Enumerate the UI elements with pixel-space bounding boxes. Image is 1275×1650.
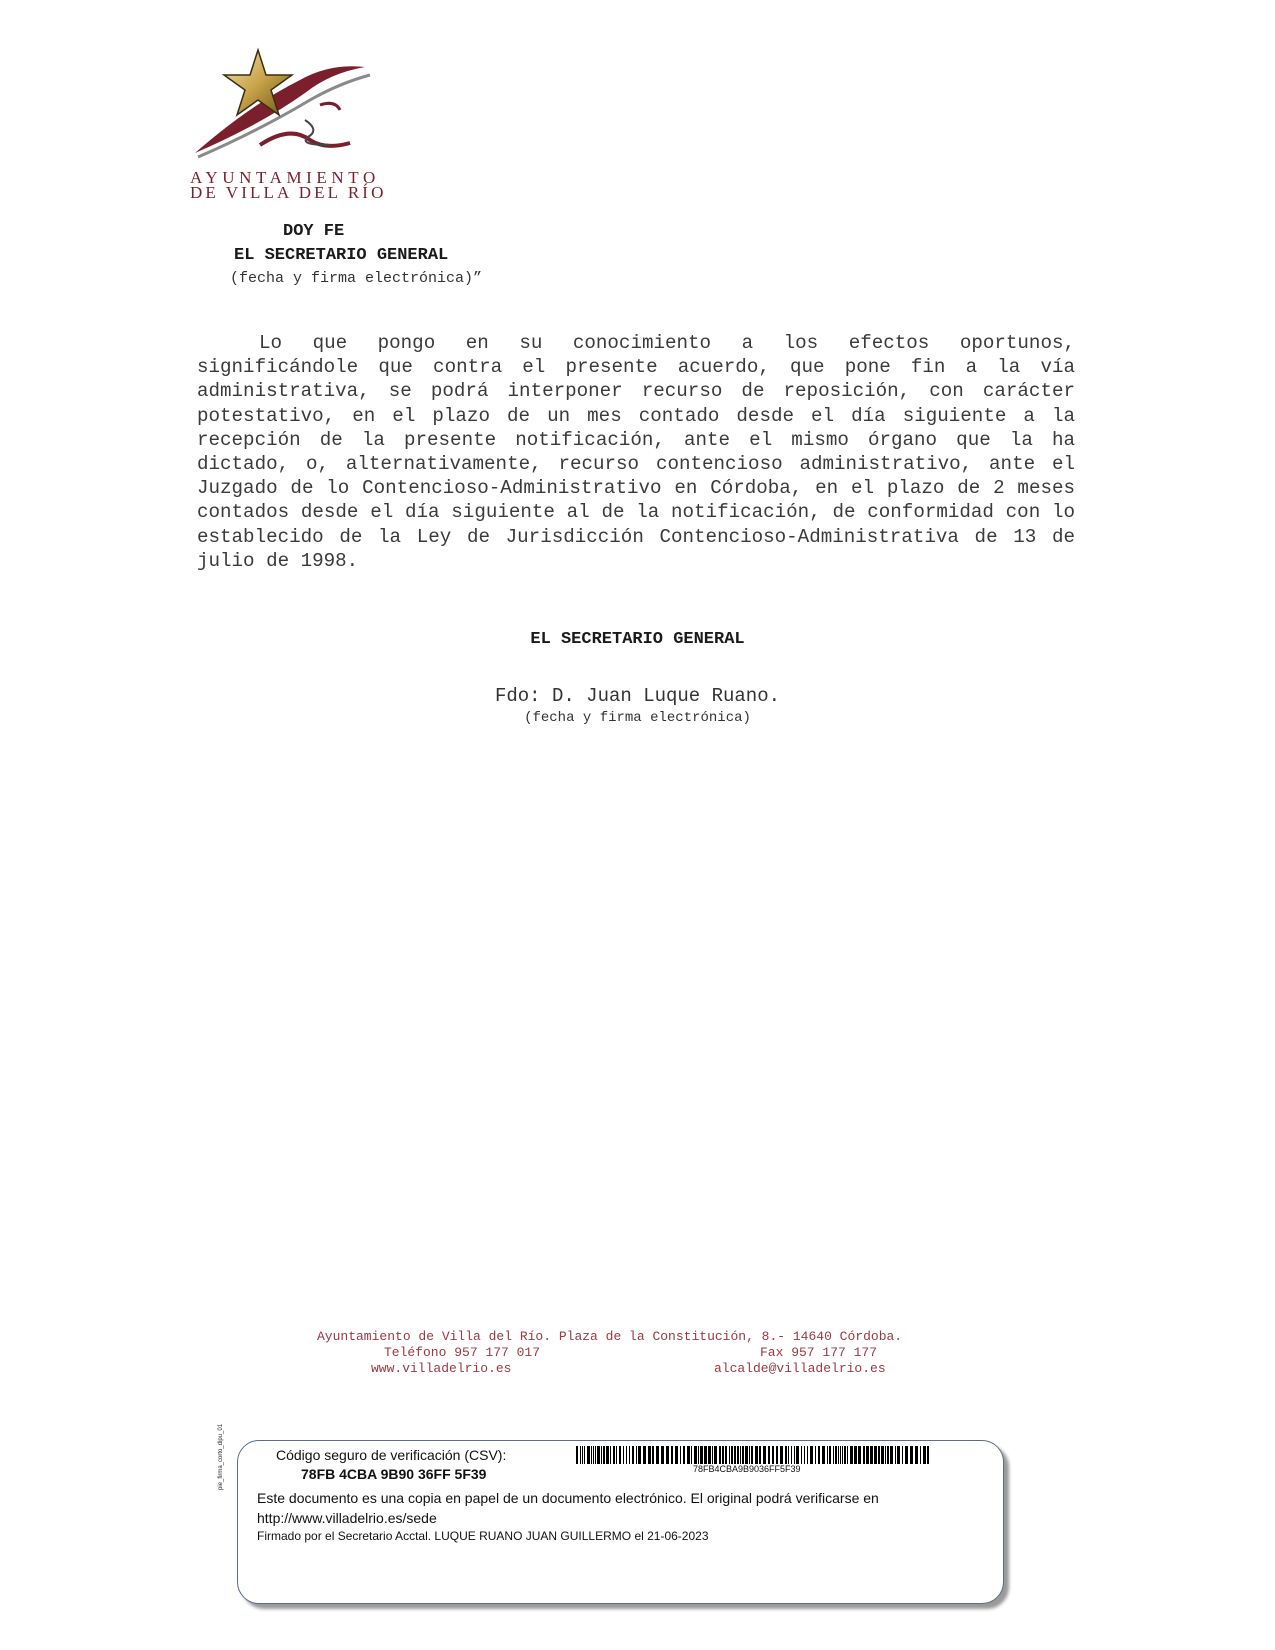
side-reference-code: pie_firma_corto_dipu_01 [218,1423,224,1490]
barcode-text: 78FB4CBA9B9036FF5F39 [693,1464,801,1474]
footer-website-link[interactable]: www.villadelrio.es [371,1361,512,1376]
secretary-title-top: EL SECRETARIO GENERAL [234,246,449,265]
csv-label: Código seguro de verificación (CSV): [276,1447,507,1463]
star-mountain-emblem-icon [190,45,400,170]
electronic-signature-note: (fecha y firma electrónica) [524,710,751,726]
verification-note: Este documento es una copia en papel de un documento electrónico. El original podrá verificarse en http://www.villadelrio.es/sede [257,1490,879,1526]
municipal-logo [190,45,400,205]
verification-box [237,1440,1004,1604]
footer-fax: Fax 957 177 177 [760,1345,878,1360]
logo-text-line1: AYUNTAMIENTO [190,168,380,187]
secretary-title: EL SECRETARIO GENERAL [530,630,745,649]
csv-code: 78FB 4CBA 9B90 36FF 5F39 [301,1466,487,1482]
logo-text-line2: DE VILLA DEL RÍO [190,183,387,202]
notification-paragraph: Lo que pongo en su conocimiento a los efectos oportunos, significándole que contra el presente acuerdo, que pone fin a la vía administrativa, se podrá interponer recurso de reposición, con carácter potestativo, en el plazo de un mes contado desde el día siguiente a la recepción de la presente notificación, ante el mismo órgano que la ha dictado, o, alternativamente, recurso contencioso administrativo, ante el Juzgado de lo Contencioso-Administrativo en Córdoba, en el plazo de 2 meses contados desde el día siguiente al de la notificación, de conformidad con lo establecido de la Ley de Jurisdicción Contencioso-Administrativa de 13 de julio de 1998. [197,332,1075,572]
footer-address: Ayuntamiento de Villa del Río. Plaza de la Constitución, 8.- 14640 Córdoba. [317,1329,903,1344]
footer-phone: Teléfono 957 177 017 [384,1345,541,1360]
signed-statement: Firmado por el Secretario Acctal. LUQUE RUANO JUAN GUILLERMO el 21-06-2023 [257,1529,709,1543]
doy-fe-heading: DOY FE [283,222,345,241]
electronic-signature-note-top: (fecha y firma electrónica)” [230,270,483,287]
signed-by: Fdo: D. Juan Luque Ruano. [494,685,781,707]
footer-email-link[interactable]: alcalde@villadelrio.es [714,1361,886,1376]
barcode-icon [576,1446,931,1464]
